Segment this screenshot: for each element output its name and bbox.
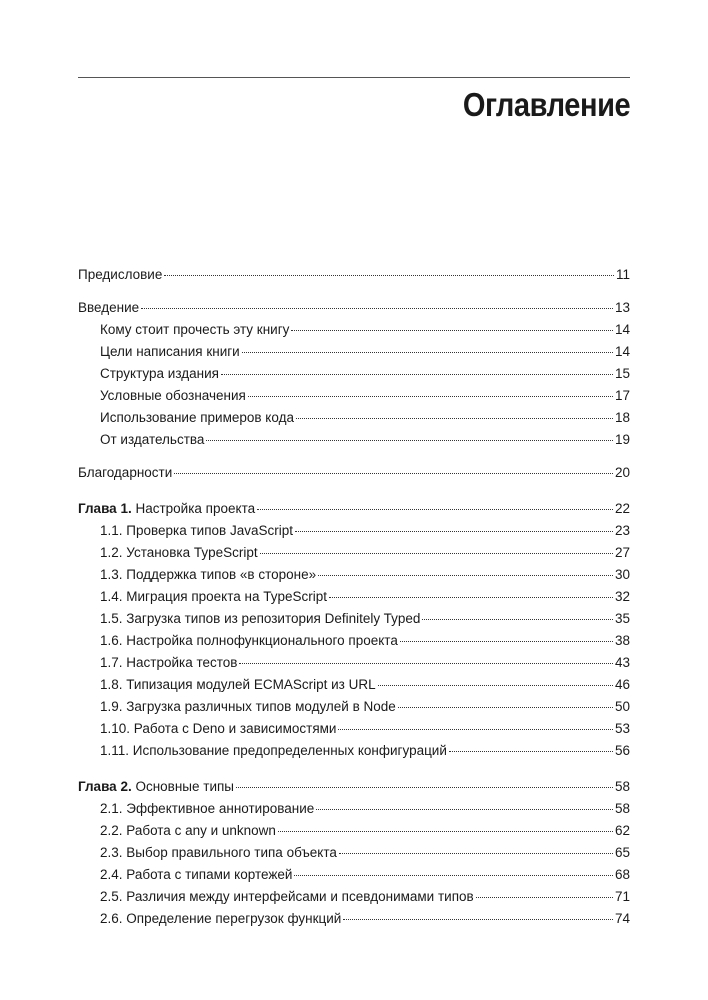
toc-subentry[interactable] [78, 343, 630, 361]
toc-subentry[interactable] [78, 676, 630, 694]
toc-chapter-2[interactable] [78, 778, 630, 796]
toc-entry-label [78, 500, 255, 518]
toc-entry-page: 74 [614, 911, 630, 926]
toc-entry-page: 18 [614, 410, 630, 425]
toc-subentry[interactable] [78, 566, 630, 584]
leader-dots [164, 275, 614, 276]
toc-subentry[interactable] [78, 409, 630, 427]
leader-dots [476, 897, 613, 898]
toc-subentry[interactable] [78, 866, 630, 884]
toc-entry-page: 14 [614, 344, 630, 359]
toc-entry-label: 1.8. Типизация модулей ECMAScript из URL [100, 677, 376, 692]
leader-dots [316, 809, 613, 810]
toc-subentry[interactable] [78, 654, 630, 672]
toc-subentry[interactable] [78, 610, 630, 628]
leader-dots [174, 473, 613, 474]
toc-entry-page: 23 [614, 523, 630, 538]
leader-dots [296, 418, 613, 419]
toc-entry-label: Условные обозначения [100, 388, 246, 403]
leader-dots [339, 853, 613, 854]
toc-subentry[interactable] [78, 544, 630, 562]
toc-entry-page: 35 [614, 611, 630, 626]
leader-dots [449, 751, 613, 752]
toc-entry-label: 1.6. Настройка полнофункционального проекта [100, 633, 398, 648]
leader-dots [242, 352, 613, 353]
toc-entry[interactable] [78, 464, 630, 482]
toc-entry-label: 1.2. Установка TypeScript [100, 545, 258, 560]
toc-entry-page: 43 [614, 655, 630, 670]
toc-subentry[interactable] [78, 844, 630, 862]
toc-entry-page: 46 [614, 677, 630, 692]
toc-entry-label: 1.9. Загрузка различных типов модулей в Node [100, 699, 396, 714]
chapter-prefix: Глава 2. [78, 779, 132, 794]
toc-subentry[interactable] [78, 522, 630, 540]
toc-entry-page: 15 [614, 366, 630, 381]
toc-entry-page: 13 [614, 300, 630, 315]
chapter-title: Основные типы [131, 779, 235, 794]
toc-entry-page: 32 [614, 589, 630, 604]
toc-entry-label: 2.5. Различия между интерфейсами и псевдонимами типов [100, 889, 474, 904]
toc-entry-label: 2.2. Работа с any и unknown [100, 823, 276, 838]
toc-subentry[interactable] [78, 742, 630, 760]
toc-entry-page: 19 [614, 432, 630, 447]
toc-entry-page: 53 [614, 721, 630, 736]
leader-dots [295, 531, 613, 532]
toc-entry-label: Использование примеров кода [100, 410, 294, 425]
toc-subentry[interactable] [78, 888, 630, 906]
toc-entry-label: 1.7. Настройка тестов [100, 655, 238, 670]
leader-dots [378, 685, 613, 686]
toc-entry-page: 22 [614, 501, 630, 516]
toc-entry-page: 11 [615, 267, 630, 282]
toc-subentry[interactable] [78, 431, 630, 449]
toc-entry-label: Структура издания [100, 366, 219, 381]
leader-dots [221, 374, 613, 375]
leader-dots [318, 575, 613, 576]
toc-subentry[interactable] [78, 365, 630, 383]
toc-entry-page: 27 [614, 545, 630, 560]
toc-entry-page: 58 [614, 779, 630, 794]
toc-subentry[interactable] [78, 588, 630, 606]
leader-dots [343, 919, 613, 920]
toc-subentry[interactable] [78, 800, 630, 818]
toc-subentry[interactable] [78, 720, 630, 738]
toc-entry-label: 1.3. Поддержка типов «в стороне» [100, 567, 317, 582]
toc-entry-page: 65 [614, 845, 630, 860]
leader-dots [294, 875, 613, 876]
toc-subentry[interactable] [78, 321, 630, 339]
chapter-prefix: Глава 1. [78, 501, 132, 516]
leader-dots [291, 330, 613, 331]
toc-entry[interactable] [78, 266, 630, 284]
leader-dots [206, 440, 613, 441]
leader-dots [400, 641, 613, 642]
toc-entry-page: 38 [614, 633, 630, 648]
toc-entry-label: Кому стоит прочесть эту книгу [100, 322, 290, 337]
toc-entry-page: 20 [614, 465, 630, 480]
toc-entry-label: 1.10. Работа с Deno и зависимостями [100, 721, 337, 736]
toc-entry-page: 62 [614, 823, 630, 838]
leader-dots [422, 619, 613, 620]
toc-entry[interactable] [78, 299, 630, 317]
leader-dots [260, 553, 613, 554]
leader-dots [338, 729, 613, 730]
leader-dots [141, 308, 613, 309]
toc-entry-page: 50 [614, 699, 630, 714]
toc-entry-page: 58 [614, 801, 630, 816]
leader-dots [248, 396, 613, 397]
leader-dots [257, 509, 613, 510]
leader-dots [236, 787, 613, 788]
toc-entry-page: 71 [614, 889, 630, 904]
toc-subentry[interactable] [78, 632, 630, 650]
toc-entry-label: Благодарности [78, 465, 173, 480]
toc-entry-page: 14 [614, 322, 630, 337]
toc-subentry[interactable] [78, 387, 630, 405]
leader-dots [239, 663, 612, 664]
toc-entry-label: От издательства [100, 432, 205, 447]
toc-subentry[interactable] [78, 910, 630, 928]
toc-entry-label: 1.11. Использование предопределенных конфигураций [100, 743, 447, 758]
toc-entry-label: 2.6. Определение перегрузок функций [100, 911, 342, 926]
toc-entry-label: Предисловие [78, 267, 163, 282]
toc-entry-page: 30 [614, 567, 630, 582]
toc-subentry[interactable] [78, 698, 630, 716]
leader-dots [398, 707, 613, 708]
toc-entry-label: Введение [78, 300, 140, 315]
chapter-title: Настройка проекта [131, 501, 256, 516]
toc-entry-label: 1.4. Миграция проекта на TypeScript [100, 589, 328, 604]
toc-chapter-1[interactable] [78, 500, 630, 518]
toc-entry-page: 68 [614, 867, 630, 882]
leader-dots [278, 831, 613, 832]
toc-entry-label: 2.3. Выбор правильного типа объекта [100, 845, 337, 860]
toc-entry-label: 1.5. Загрузка типов из репозитория Definitely Typed [100, 611, 421, 626]
toc-entry-page: 17 [614, 388, 630, 403]
toc-entry-page: 56 [614, 743, 630, 758]
leader-dots [329, 597, 613, 598]
table-of-contents [78, 0, 630, 1000]
toc-entry-label: 1.1. Проверка типов JavaScript [100, 523, 293, 538]
page-title: Оглавление [462, 86, 630, 123]
toc-entry-label: Цели написания книги [100, 344, 240, 359]
toc-entry-label: 2.4. Работа с типами кортежей [100, 867, 293, 882]
toc-entry-label: 2.1. Эффективное аннотирование [100, 801, 315, 816]
toc-subentry[interactable] [78, 822, 630, 840]
toc-entry-label [78, 778, 234, 796]
